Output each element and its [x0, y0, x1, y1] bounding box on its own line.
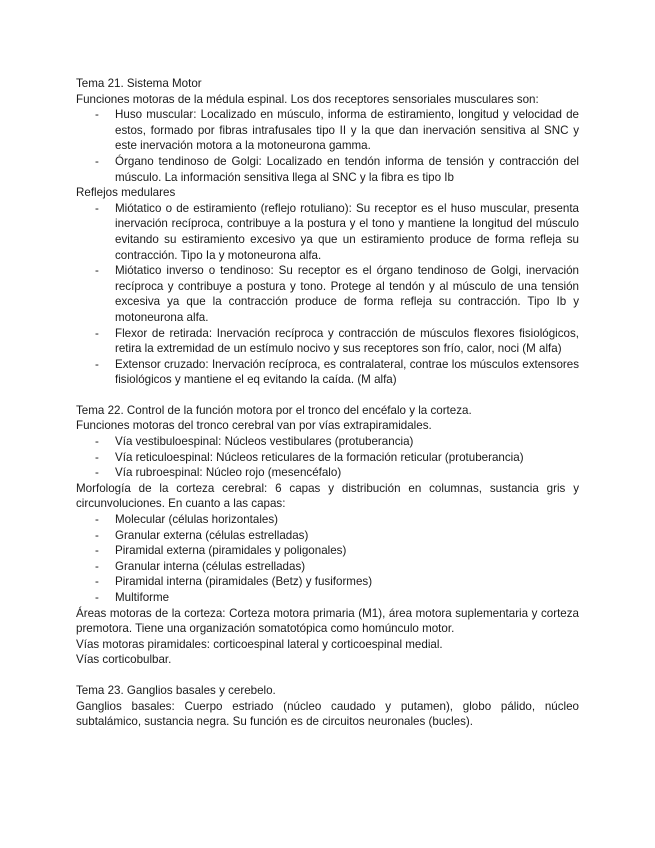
list-item: - Extensor cruzado: Inervación recíproca, es contralateral, contrae los músculos extensores fisiológicos y mantiene el eq evitando la caída. (M alfa)	[95, 357, 579, 387]
receptores-list	[76, 107, 579, 185]
list-item: - Vía vestibuloespinal: Núcleos vestibulares (protuberancia)	[95, 435, 414, 449]
dash-bullet: -	[95, 513, 99, 527]
tema22-intro: Funciones motoras del tronco cerebral van por vías extrapiramidales.	[76, 419, 432, 433]
list-item: - Piramidal interna (piramidales (Betz) y fusiformes)	[95, 575, 373, 589]
list-item: - Multiforme	[95, 591, 170, 604]
tema21-intro: Funciones motoras de la médula espinal. Los dos receptores sensoriales musculares son:	[76, 92, 539, 106]
list-item: - Molecular (células horizontales)	[95, 513, 279, 527]
dash-bullet: -	[95, 108, 99, 122]
dash-bullet: -	[95, 201, 99, 215]
dash-bullet: -	[95, 435, 99, 449]
list-item: - Miótatico o de estiramiento (reflejo rotuliano): Su receptor es el huso muscular, presenta inervación recíproca, contribuye a la postura y el tono y mantiene la longitud del músculo evitando su estiramiento excesivo ya que un estiramiento produce de forma refleja su contracción. Tipo Ia y motoneurona alfa.	[95, 201, 579, 262]
dash-bullet: -	[95, 575, 99, 589]
dash-bullet: -	[95, 528, 99, 542]
dash-bullet: -	[95, 450, 99, 464]
dash-bullet: -	[95, 466, 99, 480]
reflejos-heading: Reflejos medulares	[76, 186, 176, 200]
vias-list	[76, 434, 579, 481]
dash-bullet: -	[95, 544, 99, 558]
tema22-title: Tema 22. Control de la función motora por el tronco del encéfalo y la corteza.	[76, 403, 472, 417]
section-gap	[76, 668, 579, 683]
list-item: - Órgano tendinoso de Golgi: Localizado en tendón informa de tensión y contracción del músculo. La información sensitiva llega al SNC y la fibra es tipo Ib	[95, 154, 579, 184]
dash-bullet: -	[95, 154, 99, 168]
list-item: - Piramidal externa (piramidales y poligonales)	[95, 544, 347, 558]
list-item: - Miótatico inverso o tendinoso: Su receptor es el órgano tendinoso de Golgi, inervación recíproca y contribuye a postura y tono. Protege al tendón y al músculo de una tensión excesiva ya que la contracción produce de forma refleja su contracción. Tipo Ib y motoneurona alfa.	[95, 264, 579, 324]
morfologia-paragraph: Morfología de la corteza cerebral: 6 capas y distribución en columnas, sustancia gris y circunvoluciones. En cuanto a las capas:	[76, 481, 579, 511]
dash-bullet: -	[95, 326, 99, 340]
list-item: - Flexor de retirada: Inervación recíproca y contracción de músculos flexores fisiológicos, retira la extremidad de un estímulo nocivo y sus receptores son frío, calor, noci (M alfa)	[95, 326, 579, 356]
dash-bullet: -	[95, 357, 99, 371]
tema21-title: Tema 21. Sistema Motor	[76, 77, 202, 90]
tema23-title: Tema 23. Ganglios basales y cerebelo.	[76, 683, 276, 697]
list-item: - Vía reticuloespinal: Núcleos reticulares de la formación reticular (protuberancia)	[95, 450, 524, 464]
areas-paragraph: Áreas motoras de la corteza: Corteza motora primaria (M1), área motora suplementaria y corteza premotora. Tiene una organización somatotópica como homúnculo motor.	[76, 606, 579, 636]
document-page	[76, 76, 579, 730]
capas-list	[76, 512, 579, 606]
dash-bullet: -	[95, 591, 99, 604]
list-item: - Granular externa (células estrelladas)	[95, 528, 309, 542]
list-item: - Huso muscular: Localizado en músculo, informa de estiramiento, longitud y velocidad de estos, formado por fibras intrafusales tipo II y la que dan inervación sensitiva al SNC y este inervación motora a la motoneurona gamma.	[95, 108, 579, 153]
reflejos-list	[76, 201, 579, 388]
ganglios-paragraph: Ganglios basales: Cuerpo estriado (núcleo caudado y putamen), globo pálido, núcleo subtalámico, sustancia negra. Su función es de circuitos neuronales (bucles).	[76, 699, 579, 729]
dash-bullet: -	[95, 264, 99, 278]
piramidales-paragraph: Vías motoras piramidales: corticoespinal lateral y corticoespinal medial.	[76, 637, 443, 651]
dash-bullet: -	[95, 559, 99, 573]
corticobulbar-paragraph: Vías corticobulbar.	[76, 653, 172, 667]
list-item: - Granular interna (células estrelladas)	[95, 559, 306, 573]
list-item: - Vía rubroespinal: Núcleo rojo (mesencéfalo)	[95, 466, 342, 480]
section-gap	[76, 388, 579, 403]
